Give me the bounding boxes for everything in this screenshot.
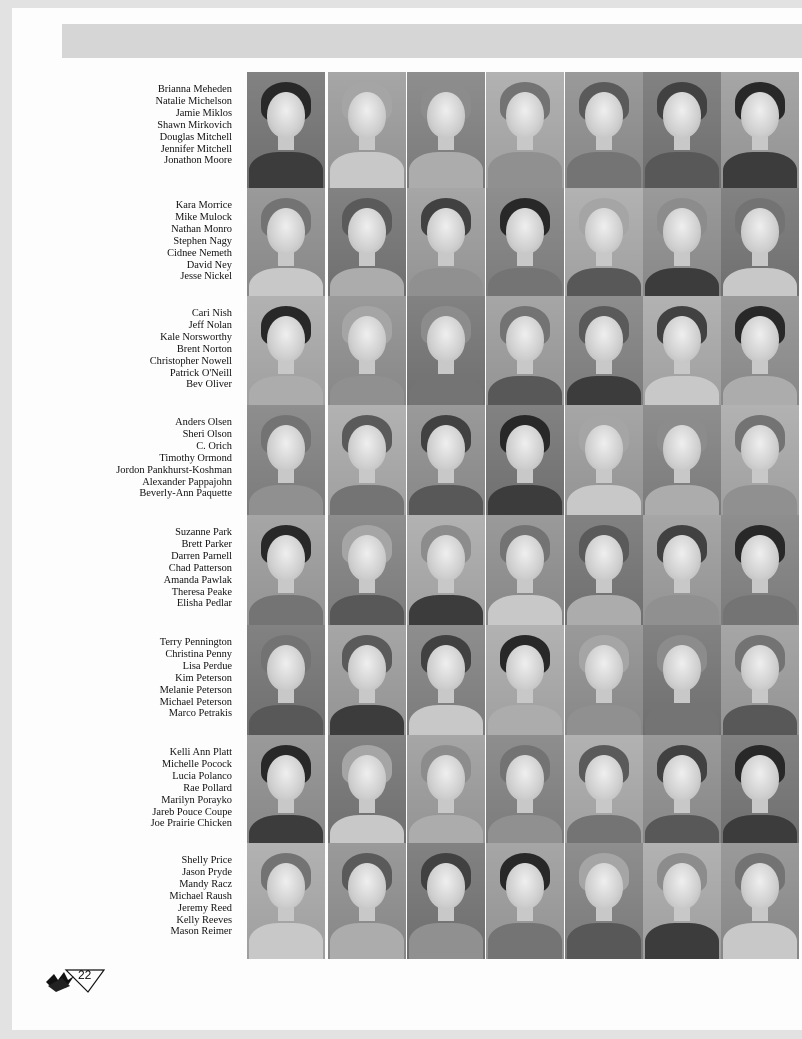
student-portrait [643,188,721,304]
student-name: Stephen Nagy [173,235,232,247]
student-portrait [247,188,325,304]
student-portrait [643,296,721,412]
student-name: Kale Norsworthy [160,331,232,343]
portrait-row [0,405,802,523]
student-name: Kara Morrice [175,200,232,211]
student-portrait [565,735,643,851]
student-name: Jason Pryde [182,866,232,878]
student-name: Christopher Nowell [149,355,232,367]
student-name: Jordon Pankhurst-Koshman [116,464,232,476]
student-portrait [643,405,721,521]
student-name: Natalie Michelson [155,95,232,107]
student-name: Lucia Polanco [172,770,232,782]
student-portrait [328,188,406,304]
student-portrait [407,735,485,851]
student-portrait [486,188,564,304]
student-name: Brent Norton [176,343,232,355]
student-portrait [565,72,643,188]
student-portrait [643,72,721,188]
student-name: Cidnee Nemeth [167,247,232,259]
school-emblem-icon [44,966,106,994]
portrait-row [0,843,802,961]
student-portrait [407,188,485,304]
student-name: Michael Peterson [159,696,232,708]
portrait-row [0,188,802,306]
student-name: Jeff Nolan [188,319,232,331]
student-portrait [486,735,564,851]
student-portrait [328,625,406,741]
name-list [116,417,232,500]
name-list [156,84,232,167]
page-number: 22 [78,968,92,982]
student-portrait [407,843,485,959]
student-portrait [721,843,799,959]
student-portrait [247,735,325,851]
student-name: Michelle Pocock [161,758,232,770]
student-portrait [721,515,799,631]
student-portrait [486,625,564,741]
student-portrait [328,405,406,521]
student-name: Shelly Price [181,855,232,866]
student-portrait [565,296,643,412]
student-name: Jeremy Reed [178,902,232,914]
student-portrait [407,625,485,741]
student-name: David Ney [186,259,232,271]
student-portrait [407,405,485,521]
student-name: Jareb Pouce Coupe [152,806,232,818]
name-list [164,527,232,610]
student-name: Joe Prairie Chicken [150,818,232,830]
student-portrait [328,735,406,851]
student-name: Mike Mulock [175,211,232,223]
student-name: Darren Parnell [171,550,232,562]
student-portrait [721,296,799,412]
name-list [151,747,232,830]
student-name: Anders Olsen [175,417,232,428]
student-portrait [247,515,325,631]
student-portrait [407,72,485,188]
student-portrait [486,843,564,959]
student-name: Melanie Peterson [159,684,232,696]
student-portrait [407,515,485,631]
student-portrait [721,405,799,521]
student-name: Marilyn Porayko [161,794,232,806]
name-list [150,308,232,391]
name-list [169,855,232,938]
student-name: Douglas Mitchell [159,131,232,143]
student-portrait [328,515,406,631]
student-portrait [721,188,799,304]
student-name: Rae Pollard [183,782,232,794]
student-name: Mandy Racz [179,878,232,890]
student-name: Jonathon Moore [164,155,232,167]
student-name: Brianna Meheden [157,84,232,95]
header-band [62,24,802,58]
student-portrait [328,843,406,959]
student-name: Suzanne Park [175,527,232,538]
student-name: Shawn Mirkovich [157,119,232,131]
student-portrait [247,296,325,412]
student-name: Theresa Peake [171,586,232,598]
student-name: Timothy Ormond [159,452,232,464]
student-name: Jesse Nickel [180,271,232,283]
student-portrait [328,72,406,188]
student-portrait [486,296,564,412]
student-name: Cari Nish [191,308,232,319]
student-portrait [721,72,799,188]
name-list [167,200,232,283]
student-name: Jennifer Mitchell [160,143,232,155]
student-name: Michael Raush [169,890,232,902]
student-portrait [643,515,721,631]
student-name: Alexander Pappajohn [142,476,232,488]
student-name: Kelly Reeves [176,914,232,926]
student-portrait [565,515,643,631]
portrait-row [0,735,802,853]
student-portrait [721,625,799,741]
student-name: Kim Peterson [175,672,232,684]
student-name: Nathan Monro [171,223,232,235]
student-name: Christina Penny [165,648,232,660]
student-portrait [565,405,643,521]
student-portrait [247,405,325,521]
student-portrait [565,625,643,741]
student-portrait [643,625,721,741]
student-portrait [247,72,325,188]
student-portrait [486,72,564,188]
student-name: Kelli Ann Platt [169,747,232,758]
portrait-row [0,625,802,743]
student-portrait [643,843,721,959]
student-portrait [247,625,325,741]
student-portrait [486,405,564,521]
student-portrait [407,296,485,412]
student-portrait [486,515,564,631]
student-name: Elisha Pedlar [176,598,232,610]
student-portrait [565,843,643,959]
student-name: Mason Reimer [170,926,232,938]
student-name: Beverly-Ann Paquette [139,488,232,500]
student-portrait [565,188,643,304]
student-name: Bev Oliver [186,379,232,391]
student-name: Terry Pennington [159,637,232,648]
student-name: C. Orich [196,440,232,452]
student-name: Sheri Olson [182,428,232,440]
name-list [160,637,232,720]
portrait-row [0,72,802,190]
student-portrait [247,843,325,959]
student-portrait [643,735,721,851]
student-name: Jamie Miklos [175,107,232,119]
student-portrait [328,296,406,412]
student-name: Patrick O'Neill [169,367,232,379]
student-name: Chad Patterson [168,562,232,574]
student-name: Amanda Pawlak [163,574,232,586]
student-portrait [721,735,799,851]
student-name: Marco Petrakis [168,708,232,720]
portrait-row [0,515,802,633]
student-name: Lisa Perdue [182,660,232,672]
portrait-row [0,296,802,414]
student-name: Brett Parker [181,538,232,550]
